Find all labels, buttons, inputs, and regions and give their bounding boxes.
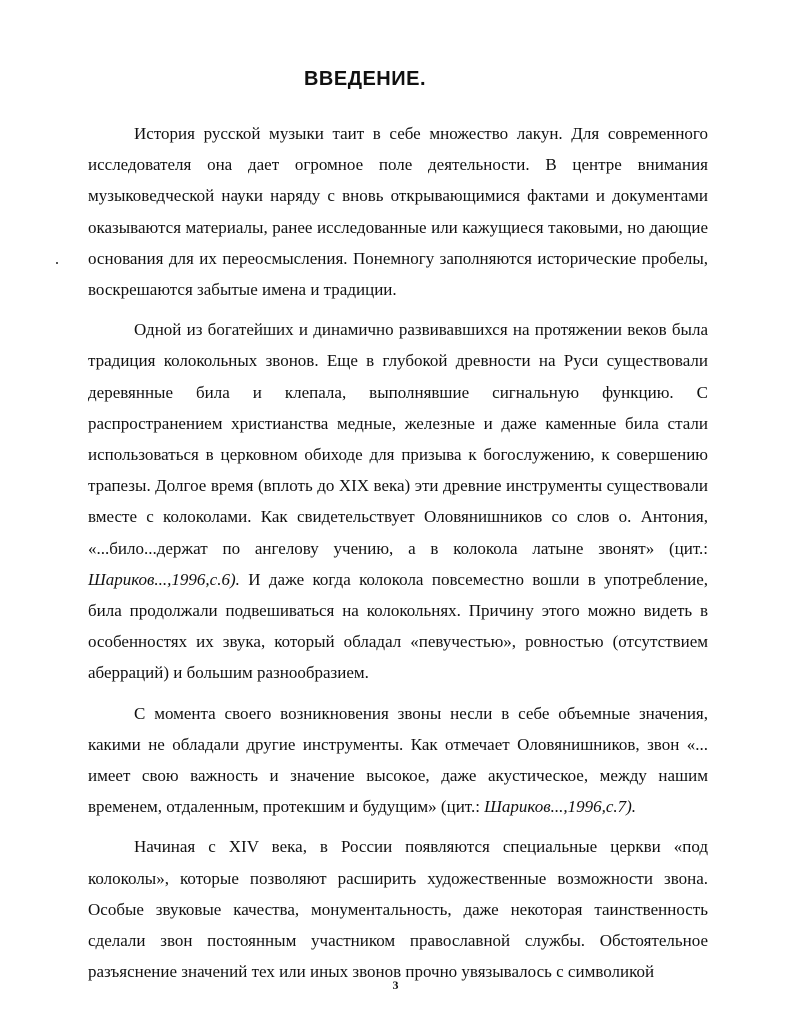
paragraph-3: [88, 698, 708, 823]
paragraph-1: [88, 118, 708, 305]
citation: Шариков...,1996,с.7).: [484, 797, 637, 817]
citation: Шариков...,1996,с.6).: [88, 569, 240, 589]
paragraph-3-text-before-citation: С момента своего возникновения звоны несли в себе объемные значения, какими не обладали другие инструменты. Как отмечает Оловянишников, звон «... имеет свою важность и значение высокое, даже акустическое, между нашим временем, отдаленным, протекшим и будущим» (цит.:: [88, 703, 708, 817]
body-text: [88, 118, 708, 996]
scan-speck: [56, 262, 58, 264]
page-title: ВВЕДЕНИЕ.: [303, 68, 427, 90]
paragraph-2-text-after-citation: И даже когда колокола повсеместно вошли в употребление, била продолжали подвешиваться на колокольнях. Причину этого можно видеть в особенностях их звука, который обладал «певучестью», ровностью (отсутствием аберраций) и большим разнообразием.: [88, 569, 708, 683]
paragraph-1-text: История русской музыки таит в себе множество лакун. Для современного исследователя она дает огромное поле деятельности. В центре внимания музыковедческой науки наряду с вновь открывающимися фактами и документами оказываются материалы, ранее исследованные или кажущиеся таковыми, но дающие основания для их переосмысления. Понемногу заполняются исторические пробелы, воскрешаются забытые имена и традиции.: [88, 124, 708, 300]
paragraph-2-text-before-citation: Одной из богатейших и динамично развивавшихся на протяжении веков была традиция колокольных звонов. Еще в глубокой древности на Руси существовали деревянные била и клепала, выполнявшие сигнальную функцию. С распространением христианства медные, железные и даже каменные била стали использоваться в церковном обиходе для призыва к богослужению, к совершению трапезы. Долгое время (вплоть до XIX века) эти древние инструменты существовали вместе с колоколами. Как свидетельствует Оловянишников со слов о. Антония, «...било...держат по ангелову учению, а в колокола латыне звонят» (цит.:: [88, 320, 708, 558]
paragraph-4-text: Начиная с XIV века, в России появляются специальные церкви «под колоколы», которые позволяют расширить художественные возможности звона. Особые звуковые качества, монументальность, даже некоторая таинственность сделали звон постоянным участником православной службы. Обстоятельное разъяснение значений тех или иных звонов прочно увязывалось с символикой: [88, 837, 708, 982]
page-number: 3: [392, 978, 399, 992]
paragraph-4: [88, 831, 708, 987]
paragraph-2: [88, 314, 708, 688]
